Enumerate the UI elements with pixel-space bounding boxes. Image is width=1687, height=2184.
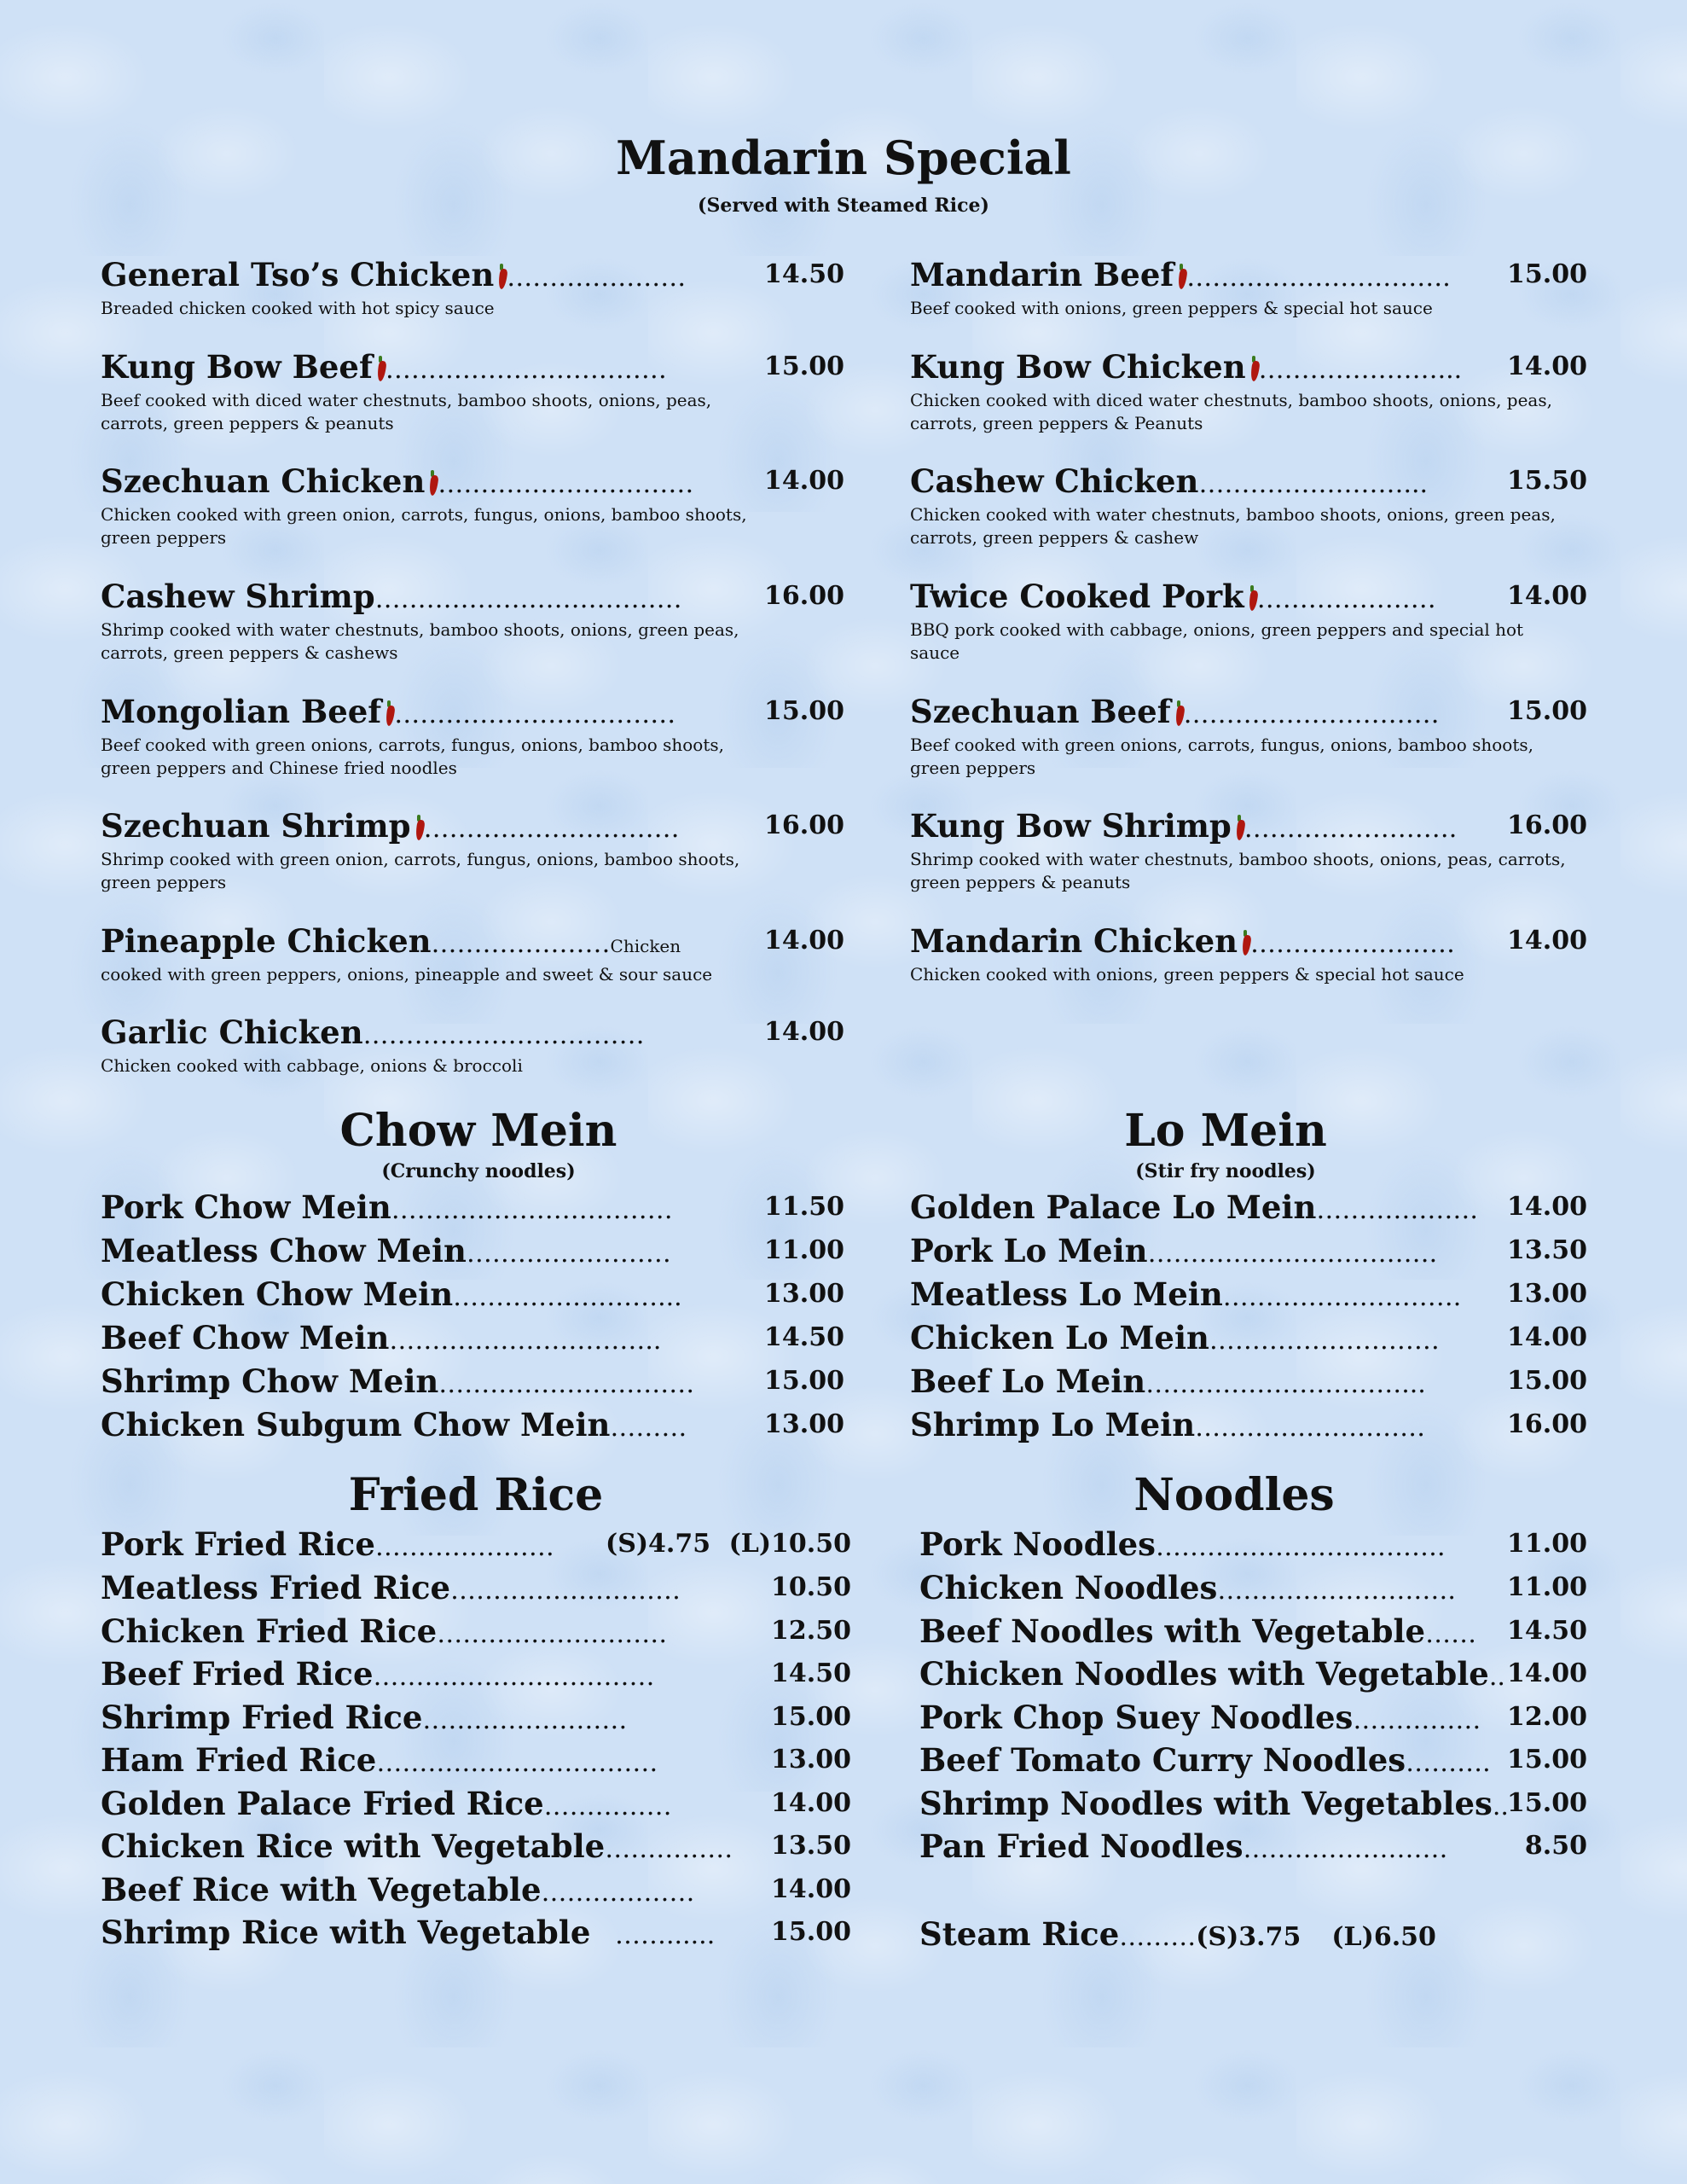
chili-pepper-icon (497, 264, 507, 289)
dot-leader: ……………………… (437, 1619, 668, 1649)
item-price: 14.00 (1507, 1658, 1587, 1688)
item-price: 10.50 (771, 1572, 851, 1602)
dot-leader: ………………………… (1183, 700, 1440, 729)
dot-leader: …………………... (1258, 355, 1463, 385)
list-item (101, 1273, 844, 1316)
item-price: 16.00 (764, 810, 844, 840)
list-item (101, 1653, 851, 1695)
special-item (910, 254, 1587, 320)
item-name: Cashew Chicken (910, 462, 1199, 500)
item-name: Chicken Chow Mein (101, 1275, 454, 1313)
specials-left-column (101, 254, 844, 1090)
item-name: Kung Bow Chicken (910, 348, 1246, 386)
item-name: Shrimp Rice with Vegetable (101, 1914, 591, 1951)
dot-leader: …… (1425, 1619, 1477, 1649)
item-description: Shrimp cooked with water chestnuts, bamboo shoots, onions, peas, carrots, green peppers & peanuts (910, 849, 1566, 892)
item-description: Chicken cooked with diced water chestnuts, bamboo shoots, onions, peas, carrots, green peppers & Peanuts (910, 390, 1552, 433)
dot-leader: ………………………….. (389, 1326, 662, 1356)
item-name: Twice Cooked Pork (910, 578, 1244, 615)
item-price: 14.00 (1507, 581, 1587, 611)
chow-mein-list (101, 1186, 844, 1450)
item-description: Chicken cooked with green onion, carrots, fungus, onions, bamboo shoots, green peppers (101, 504, 747, 548)
special-item (101, 576, 844, 665)
item-description: Beef cooked with green onions, carrots, fungus, onions, bamboo shoots, green peppers and Chinese fried noodles (101, 735, 724, 778)
dot-leader: ………………………… (438, 1369, 695, 1399)
item-description: Chicken cooked with cabbage, onions & broccoli (101, 1055, 523, 1076)
item-price: 15.00 (1507, 1366, 1587, 1396)
list-item (101, 1868, 851, 1911)
fried-rice-title: Fried Rice (348, 1469, 604, 1521)
chili-pepper-icon (1174, 700, 1184, 726)
list-item (910, 1360, 1587, 1403)
dot-leader: ……………………... (453, 1282, 682, 1312)
chili-pepper-icon (376, 356, 386, 381)
list-item (919, 1610, 1587, 1653)
dot-leader: …………………………… (385, 355, 667, 385)
item-price: 12.00 (1507, 1702, 1587, 1732)
dot-leader: ………………… (507, 263, 687, 293)
dot-leader: …………………… (466, 1239, 671, 1269)
item-price: 14.00 (764, 926, 844, 956)
dot-leader: ……...... (590, 1920, 716, 1950)
item-price: 8.50 (1524, 1831, 1587, 1861)
chili-pepper-icon (1248, 585, 1257, 611)
item-price: 14.50 (1507, 1616, 1587, 1646)
list-item (910, 1186, 1587, 1228)
item-name: Chicken Fried Rice (101, 1612, 438, 1650)
item-name: Chicken Subgum Chow Mein (101, 1406, 611, 1443)
item-name: Garlic Chicken (101, 1014, 363, 1051)
item-description: Beef cooked with diced water chestnuts, bamboo shoots, onions, peas, carrots, green peppers & peanuts (101, 390, 712, 433)
list-item (919, 1825, 1587, 1867)
item-name: Shrimp Lo Mein (910, 1406, 1196, 1443)
chili-pepper-icon (415, 815, 424, 840)
dot-leader: …………………………… (362, 1020, 645, 1050)
chili-pepper-icon (1241, 930, 1250, 956)
item-price: 16.00 (1507, 810, 1587, 840)
noodles-list (919, 1523, 1587, 1966)
item-price: 15.50 (1507, 466, 1587, 496)
item-name: Pork Lo Mein (910, 1232, 1148, 1269)
dot-leader: …………… (543, 1792, 672, 1821)
dot-leader: ………………………… (438, 469, 694, 499)
item-price: 15.00 (1507, 1745, 1587, 1774)
special-item (101, 254, 844, 320)
dot-leader: ………………. (1316, 1195, 1478, 1225)
noodles-title: Noodles (1133, 1469, 1335, 1521)
item-price: 15.00 (764, 1366, 844, 1396)
item-name: Golden Palace Fried Rice (101, 1785, 544, 1822)
item-price: 14.50 (771, 1658, 851, 1688)
item-price: 14.00 (1507, 1322, 1587, 1352)
dot-leader: ………………………… (423, 814, 680, 844)
chili-pepper-icon (1177, 264, 1186, 289)
item-price: 12.50 (771, 1616, 851, 1646)
item-name: Shrimp Chow Mein (101, 1362, 439, 1400)
lo-mein-title: Lo Mein (1124, 1105, 1327, 1157)
list-item (919, 1782, 1587, 1825)
item-description: Beef cooked with green onions, carrots, fungus, onions, bamboo shoots, green peppers (910, 735, 1533, 778)
item-price: 14.00 (1507, 926, 1587, 956)
item-name: Beef Chow Mein (101, 1319, 390, 1356)
list-item (101, 1523, 851, 1565)
item-name: Beef Noodles with Vegetable (919, 1612, 1426, 1650)
list-item (919, 1523, 1587, 1565)
item-price: 13.00 (771, 1745, 851, 1774)
item-description-start: Chicken (610, 936, 681, 956)
item-price: 11.50 (764, 1192, 844, 1222)
chow-mein-subtitle: (Crunchy noodles) (381, 1160, 576, 1182)
item-name: General Tso’s Chicken (101, 256, 495, 293)
chili-pepper-icon (1235, 815, 1244, 840)
item-price: 16.00 (764, 581, 844, 611)
dot-leader: …………………………… (394, 700, 676, 729)
item-name: Beef Lo Mein (910, 1362, 1146, 1400)
special-item (101, 691, 844, 780)
item-name: Pork Chow Mein (101, 1188, 391, 1226)
item-price: 13.00 (764, 1409, 844, 1439)
special-item (910, 346, 1587, 435)
special-item (101, 346, 844, 435)
item-name: Szechuan Shrimp (101, 807, 411, 845)
item-price: 15.00 (771, 1702, 851, 1732)
list-item (919, 1566, 1587, 1609)
small-price: (S)4.75 (606, 1529, 711, 1559)
item-price: 11.00 (1507, 1529, 1587, 1559)
dot-leader: …………………… (1250, 929, 1456, 959)
item-name: Kung Bow Shrimp (910, 807, 1232, 845)
dot-leader: …………………… (422, 1705, 628, 1735)
item-price: 16.00 (1507, 1409, 1587, 1439)
dot-leader: .. (1492, 1792, 1509, 1821)
dot-leader: ……………………………… (374, 584, 682, 614)
specials-right-column (910, 254, 1587, 1022)
item-name: Pan Fried Noodles (919, 1827, 1244, 1865)
dot-leader: …………………… (1243, 1834, 1448, 1864)
item-name: Chicken Noodles (919, 1569, 1218, 1606)
item-price: 14.00 (1507, 351, 1587, 381)
dot-leader: …………………………… (376, 1748, 658, 1778)
list-item (101, 1825, 851, 1867)
item-name: Cashew Shrimp (101, 578, 375, 615)
item-description: Beef cooked with onions, green peppers & special hot sauce (910, 298, 1433, 318)
item-name: Meatless Fried Rice (101, 1569, 451, 1606)
item-name: Szechuan Chicken (101, 462, 426, 500)
large-price: (L)10.50 (728, 1529, 851, 1559)
item-name: Meatless Chow Mein (101, 1232, 467, 1269)
item-name: Pork Chop Suey Noodles (919, 1699, 1354, 1736)
special-item (910, 461, 1587, 549)
list-item (919, 1696, 1587, 1739)
list-item (101, 1911, 851, 1954)
dot-leader: ………. (1406, 1748, 1491, 1778)
item-name: Shrimp Noodles with Vegetables (919, 1785, 1493, 1822)
dot-leader: ………………… (374, 1532, 554, 1562)
list-item (910, 1273, 1587, 1316)
dot-leader: ………………… (431, 929, 611, 959)
small-price: (S)3.75 (1196, 1922, 1301, 1952)
special-item (910, 921, 1587, 986)
item-name: Chicken Lo Mein (910, 1319, 1209, 1356)
list-item (101, 1696, 851, 1739)
dot-leader: ……………………... (1198, 469, 1429, 499)
dot-leader: …………………………… (391, 1195, 673, 1225)
list-item (919, 1653, 1587, 1695)
steam-rice-item (919, 1913, 1587, 1955)
special-item (910, 576, 1587, 665)
chili-pepper-icon (1249, 356, 1259, 381)
list-item (101, 1316, 844, 1359)
item-price: 15.00 (1507, 259, 1587, 289)
list-item (910, 1316, 1587, 1359)
chili-pepper-icon (428, 470, 438, 496)
fried-rice-list (101, 1523, 851, 1966)
list-item (101, 1566, 851, 1609)
item-price: 15.00 (1507, 696, 1587, 726)
item-name: Mandarin Beef (910, 256, 1174, 293)
large-price: (L)6.50 (1331, 1922, 1436, 1952)
item-name: Chicken Rice with Vegetable (101, 1827, 606, 1865)
list-item (101, 1360, 844, 1403)
dot-leader: ……………………. (1244, 814, 1458, 844)
item-name: Beef Tomato Curry Noodles (919, 1741, 1406, 1779)
item-price: 14.00 (771, 1788, 851, 1818)
item-name: Steam Rice (919, 1915, 1120, 1953)
item-price: 15.00 (1507, 1788, 1587, 1818)
list-item (101, 1229, 844, 1272)
dot-leader: ………………………. (1217, 1576, 1456, 1606)
list-item (910, 1229, 1587, 1272)
dot-leader: ………………………. (1222, 1282, 1462, 1312)
item-price: 14.50 (764, 259, 844, 289)
item-price: 13.50 (1507, 1235, 1587, 1265)
dot-leader: ……………………… (450, 1576, 681, 1606)
chow-mein-title: Chow Mein (339, 1105, 617, 1157)
dot-leader: ……………………………. (1147, 1239, 1438, 1269)
list-item (101, 1782, 851, 1825)
dot-leader: …………… (605, 1834, 733, 1864)
item-description: Chicken cooked with onions, green peppers & special hot sauce (910, 964, 1464, 985)
lo-mein-list (910, 1186, 1587, 1450)
special-item (101, 461, 844, 549)
dot-leader: .. (1488, 1662, 1505, 1692)
dot-leader: …………… (1353, 1705, 1481, 1735)
list-item (919, 1739, 1587, 1781)
dot-leader: …………………………. (1186, 263, 1451, 293)
item-description: Shrimp cooked with water chestnuts, bamboo shoots, onions, green peas, carrots, green peppers & cashews (101, 619, 739, 663)
item-price: 13.00 (1507, 1279, 1587, 1309)
item-description: cooked with green peppers, onions, pineapple and sweet & sour sauce (101, 964, 713, 985)
item-description: Chicken cooked with water chestnuts, bamboo shoots, onions, green peas, carrots, green peppers & cashew (910, 504, 1556, 548)
item-name: Pork Noodles (919, 1525, 1156, 1563)
dot-leader: ………………… (1256, 584, 1436, 614)
dot-leader: ……… (610, 1413, 687, 1443)
lo-mein-subtitle: (Stir fry noodles) (1135, 1160, 1316, 1182)
dot-leader: ……………… (541, 1878, 695, 1908)
list-item (101, 1739, 851, 1781)
list-item (101, 1610, 851, 1653)
item-price: 14.00 (764, 466, 844, 496)
item-description: Breaded chicken cooked with hot spicy sauce (101, 298, 495, 318)
item-name: Pork Fried Rice (101, 1525, 375, 1563)
item-name: Kung Bow Beef (101, 348, 373, 386)
item-name: Szechuan Beef (910, 693, 1171, 730)
item-name: Mandarin Chicken (910, 922, 1238, 960)
item-price: 14.50 (764, 1322, 844, 1352)
dot-leader: ……………………………. (1156, 1532, 1446, 1562)
page-title: Mandarin Special (616, 131, 1071, 185)
item-price: 14.00 (771, 1874, 851, 1904)
item-price: 15.00 (764, 351, 844, 381)
special-item (101, 805, 844, 894)
item-price: 14.00 (764, 1017, 844, 1047)
dot-leader: ……………………… (1195, 1413, 1426, 1443)
item-description: Shrimp cooked with green onion, carrots, fungus, onions, bamboo shoots, green peppers (101, 849, 740, 892)
special-item (101, 921, 844, 986)
item-name: Beef Rice with Vegetable (101, 1871, 542, 1908)
item-name: Ham Fried Rice (101, 1741, 377, 1779)
list-item (101, 1403, 844, 1446)
item-name: Beef Fried Rice (101, 1655, 374, 1693)
chili-pepper-icon (385, 700, 394, 726)
dot-leader: ……… (1119, 1922, 1197, 1952)
item-name: Pineapple Chicken (101, 922, 432, 960)
item-price: 11.00 (764, 1235, 844, 1265)
special-item (910, 805, 1587, 894)
item-name: Golden Palace Lo Mein (910, 1188, 1317, 1226)
item-price: 14.00 (1507, 1192, 1587, 1222)
special-item (910, 691, 1587, 780)
item-name: Chicken Noodles with Vegetable (919, 1655, 1489, 1693)
item-price: 11.00 (1507, 1572, 1587, 1602)
item-name: Shrimp Fried Rice (101, 1699, 423, 1736)
item-price: 13.50 (771, 1831, 851, 1861)
item-description: BBQ pork cooked with cabbage, onions, green peppers and special hot sauce (910, 619, 1524, 663)
dot-leader: …………………………… (373, 1662, 655, 1692)
dot-leader: ……………………… (1209, 1326, 1440, 1356)
special-item (101, 1012, 844, 1077)
item-price: 13.00 (764, 1279, 844, 1309)
list-item (101, 1186, 844, 1228)
item-price: 15.00 (764, 696, 844, 726)
list-item (910, 1403, 1587, 1446)
page-subtitle: (Served with Steamed Rice) (698, 195, 989, 217)
item-name: Meatless Lo Mein (910, 1275, 1223, 1313)
item-price: 15.00 (771, 1917, 851, 1947)
dot-leader: …………………………... (1145, 1369, 1426, 1399)
item-name: Mongolian Beef (101, 693, 382, 730)
